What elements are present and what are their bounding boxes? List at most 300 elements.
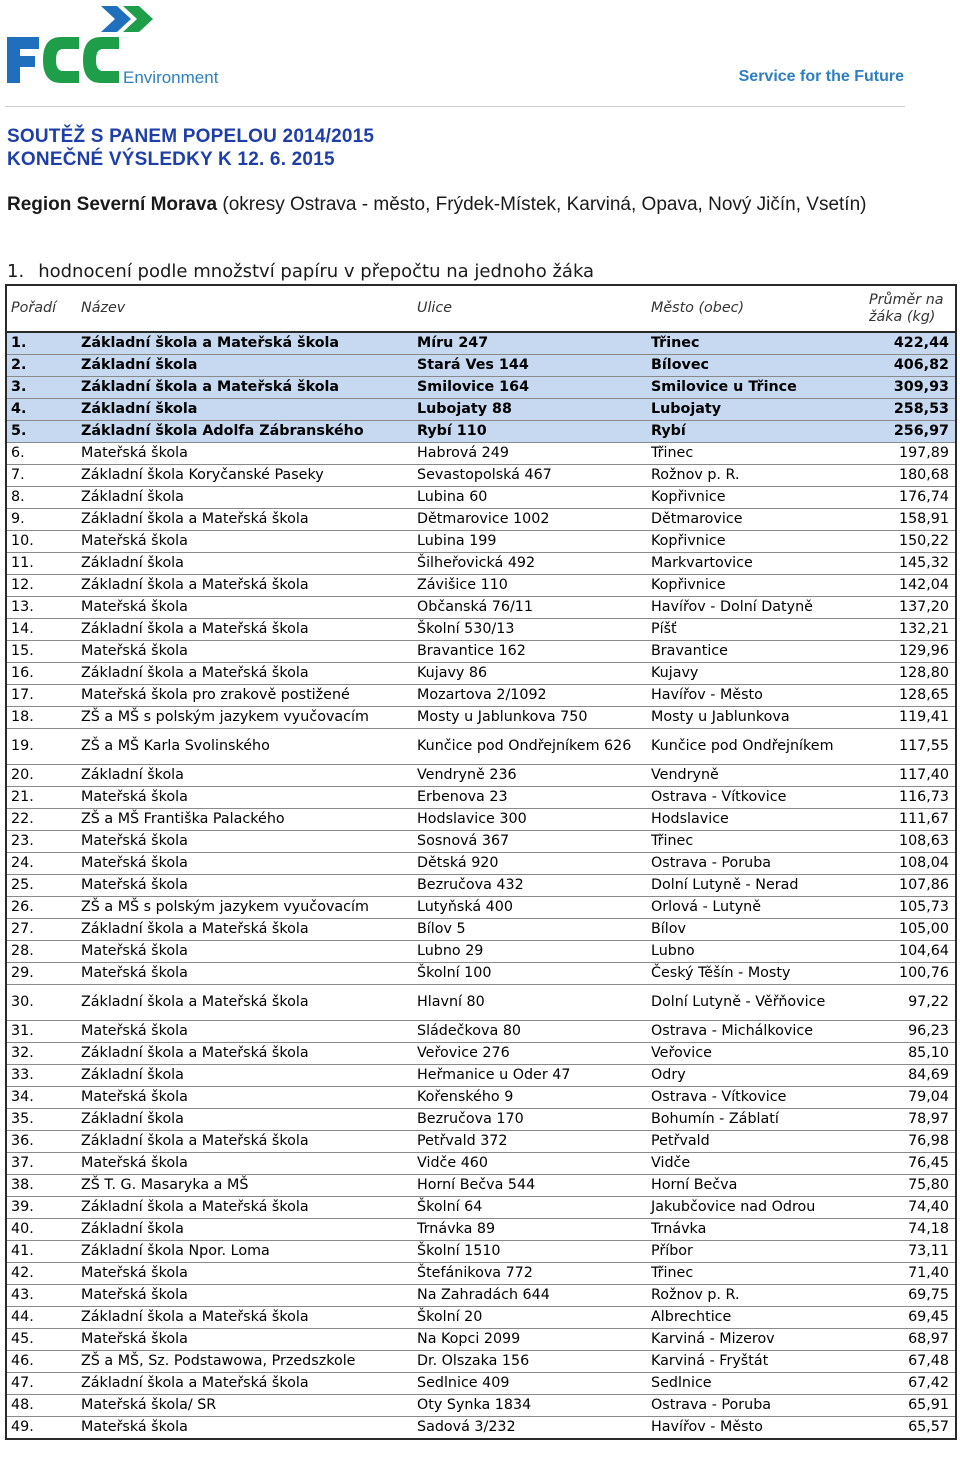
city-cell: Hodslavice bbox=[647, 809, 839, 831]
city-cell: Třinec bbox=[647, 831, 839, 853]
table-row bbox=[6, 619, 956, 641]
street-cell: Trnávka 89 bbox=[413, 1219, 647, 1241]
header-average: Průměr na žáka (kg) bbox=[839, 285, 956, 332]
rank-cell: 34. bbox=[6, 1087, 77, 1109]
table-row bbox=[6, 597, 956, 619]
rank-cell: 27. bbox=[6, 919, 77, 941]
name-cell: Základní škola bbox=[77, 1109, 413, 1131]
table-row bbox=[6, 1219, 956, 1241]
rank-cell: 24. bbox=[6, 853, 77, 875]
rank-cell: 18. bbox=[6, 707, 77, 729]
name-cell: Základní škola bbox=[77, 355, 413, 377]
name-cell: Mateřská škola bbox=[77, 875, 413, 897]
street-cell: Školní 100 bbox=[413, 963, 647, 985]
city-cell: Veřovice bbox=[647, 1043, 839, 1065]
average-cell: 104,64 bbox=[839, 941, 956, 963]
city-cell: Ostrava - Vítkovice bbox=[647, 1087, 839, 1109]
name-cell: Mateřská škola bbox=[77, 831, 413, 853]
table-row bbox=[6, 332, 956, 355]
name-cell: Základní škola a Mateřská škola bbox=[77, 1307, 413, 1329]
average-cell: 79,04 bbox=[839, 1087, 956, 1109]
average-cell: 137,20 bbox=[839, 597, 956, 619]
name-cell: Mateřská škola bbox=[77, 1329, 413, 1351]
average-cell: 65,91 bbox=[839, 1395, 956, 1417]
rank-cell: 8. bbox=[6, 487, 77, 509]
rank-cell: 45. bbox=[6, 1329, 77, 1351]
average-cell: 422,44 bbox=[839, 332, 956, 355]
name-cell: Mateřská škola bbox=[77, 597, 413, 619]
average-cell: 309,93 bbox=[839, 377, 956, 399]
street-cell: Dětská 920 bbox=[413, 853, 647, 875]
average-cell: 111,67 bbox=[839, 809, 956, 831]
rank-cell: 23. bbox=[6, 831, 77, 853]
street-cell: Stará Ves 144 bbox=[413, 355, 647, 377]
street-cell: Hodslavice 300 bbox=[413, 809, 647, 831]
city-cell: Havířov - Město bbox=[647, 1417, 839, 1440]
average-cell: 142,04 bbox=[839, 575, 956, 597]
table-row bbox=[6, 685, 956, 707]
average-cell: 107,86 bbox=[839, 875, 956, 897]
table-row bbox=[6, 765, 956, 787]
street-cell: Školní 20 bbox=[413, 1307, 647, 1329]
rank-cell: 48. bbox=[6, 1395, 77, 1417]
header-divider bbox=[5, 106, 905, 107]
rank-cell: 41. bbox=[6, 1241, 77, 1263]
average-cell: 65,57 bbox=[839, 1417, 956, 1440]
city-cell: Horní Bečva bbox=[647, 1175, 839, 1197]
rank-cell: 32. bbox=[6, 1043, 77, 1065]
name-cell: Mateřská škola bbox=[77, 531, 413, 553]
region-heading bbox=[7, 193, 937, 216]
average-cell: 150,22 bbox=[839, 531, 956, 553]
city-cell: Kujavy bbox=[647, 663, 839, 685]
rank-cell: 9. bbox=[6, 509, 77, 531]
table-row bbox=[6, 963, 956, 985]
street-cell: Školní 1510 bbox=[413, 1241, 647, 1263]
average-cell: 132,21 bbox=[839, 619, 956, 641]
rank-cell: 46. bbox=[6, 1351, 77, 1373]
city-cell: Lubno bbox=[647, 941, 839, 963]
name-cell: Základní škola a Mateřská škola bbox=[77, 509, 413, 531]
name-cell: ZŠ T. G. Masaryka a MŠ bbox=[77, 1175, 413, 1197]
rank-cell: 7. bbox=[6, 465, 77, 487]
average-cell: 258,53 bbox=[839, 399, 956, 421]
name-cell: Základní škola bbox=[77, 1065, 413, 1087]
street-cell: Lubno 29 bbox=[413, 941, 647, 963]
street-cell: Mozartova 2/1092 bbox=[413, 685, 647, 707]
street-cell: Smilovice 164 bbox=[413, 377, 647, 399]
header-city: Město (obec) bbox=[647, 285, 839, 332]
city-cell: Vidče bbox=[647, 1153, 839, 1175]
rank-cell: 13. bbox=[6, 597, 77, 619]
city-cell: Lubojaty bbox=[647, 399, 839, 421]
rank-cell: 22. bbox=[6, 809, 77, 831]
fcc-logo bbox=[5, 3, 235, 88]
city-cell: Kopřivnice bbox=[647, 487, 839, 509]
average-cell: 67,42 bbox=[839, 1373, 956, 1395]
average-cell: 69,75 bbox=[839, 1285, 956, 1307]
name-cell: Mateřská škola bbox=[77, 443, 413, 465]
average-cell: 76,98 bbox=[839, 1131, 956, 1153]
street-cell: Občanská 76/11 bbox=[413, 597, 647, 619]
street-cell: Vidče 460 bbox=[413, 1153, 647, 1175]
table-row bbox=[6, 641, 956, 663]
table-row bbox=[6, 809, 956, 831]
rank-cell: 36. bbox=[6, 1131, 77, 1153]
average-cell: 117,40 bbox=[839, 765, 956, 787]
city-cell: Havířov - Město bbox=[647, 685, 839, 707]
rank-cell: 31. bbox=[6, 1021, 77, 1043]
table-row bbox=[6, 1109, 956, 1131]
rank-cell: 4. bbox=[6, 399, 77, 421]
average-cell: 76,45 bbox=[839, 1153, 956, 1175]
table-row bbox=[6, 1197, 956, 1219]
name-cell: Mateřská škola bbox=[77, 787, 413, 809]
city-cell: Havířov - Dolní Datyně bbox=[647, 597, 839, 619]
rank-cell: 3. bbox=[6, 377, 77, 399]
city-cell: Český Těšín - Mosty bbox=[647, 963, 839, 985]
name-cell: Základní škola a Mateřská škola bbox=[77, 619, 413, 641]
table-row bbox=[6, 355, 956, 377]
header-rank: Pořadí bbox=[6, 285, 77, 332]
name-cell: Mateřská škola bbox=[77, 1417, 413, 1440]
average-cell: 71,40 bbox=[839, 1263, 956, 1285]
table-row bbox=[6, 1241, 956, 1263]
average-cell: 158,91 bbox=[839, 509, 956, 531]
city-cell: Třinec bbox=[647, 443, 839, 465]
section-heading bbox=[7, 261, 594, 282]
table-row bbox=[6, 985, 956, 1021]
average-cell: 145,32 bbox=[839, 553, 956, 575]
rank-cell: 28. bbox=[6, 941, 77, 963]
table-row bbox=[6, 487, 956, 509]
table-row bbox=[6, 465, 956, 487]
region-districts: (okresy Ostrava - město, Frýdek-Místek, Karviná, Opava, Nový Jičín, Vsetín) bbox=[222, 194, 867, 215]
name-cell: Mateřská škola bbox=[77, 1153, 413, 1175]
city-cell: Karviná - Mizerov bbox=[647, 1329, 839, 1351]
name-cell: ZŠ a MŠ Karla Svolinského bbox=[77, 729, 413, 765]
table-row bbox=[6, 707, 956, 729]
street-cell: Hlavní 80 bbox=[413, 985, 647, 1021]
city-cell: Jakubčovice nad Odrou bbox=[647, 1197, 839, 1219]
rank-cell: 30. bbox=[6, 985, 77, 1021]
rank-cell: 40. bbox=[6, 1219, 77, 1241]
table-row bbox=[6, 897, 956, 919]
name-cell: ZŠ a MŠ, Sz. Podstawowa, Przedszkole bbox=[77, 1351, 413, 1373]
street-cell: Kunčice pod Ondřejníkem 626 bbox=[413, 729, 647, 765]
results-table bbox=[5, 284, 957, 1440]
rank-cell: 37. bbox=[6, 1153, 77, 1175]
street-cell: Sevastopolská 467 bbox=[413, 465, 647, 487]
street-cell: Kořenského 9 bbox=[413, 1087, 647, 1109]
rank-cell: 49. bbox=[6, 1417, 77, 1440]
rank-cell: 25. bbox=[6, 875, 77, 897]
city-cell: Trnávka bbox=[647, 1219, 839, 1241]
city-cell: Kopřivnice bbox=[647, 575, 839, 597]
city-cell: Bravantice bbox=[647, 641, 839, 663]
city-cell: Rožnov p. R. bbox=[647, 465, 839, 487]
street-cell: Sedlnice 409 bbox=[413, 1373, 647, 1395]
city-cell: Bílovec bbox=[647, 355, 839, 377]
rank-cell: 20. bbox=[6, 765, 77, 787]
rank-cell: 16. bbox=[6, 663, 77, 685]
street-cell: Bezručova 432 bbox=[413, 875, 647, 897]
table-row bbox=[6, 1131, 956, 1153]
street-cell: Lubina 60 bbox=[413, 487, 647, 509]
average-cell: 256,97 bbox=[839, 421, 956, 443]
average-cell: 75,80 bbox=[839, 1175, 956, 1197]
street-cell: Míru 247 bbox=[413, 332, 647, 355]
table-row bbox=[6, 1307, 956, 1329]
rank-cell: 44. bbox=[6, 1307, 77, 1329]
average-cell: 67,48 bbox=[839, 1351, 956, 1373]
street-cell: Lubina 199 bbox=[413, 531, 647, 553]
city-cell: Dětmarovice bbox=[647, 509, 839, 531]
name-cell: Mateřská škola bbox=[77, 1285, 413, 1307]
logo-subtitle: Environment bbox=[123, 68, 219, 87]
section-title: hodnocení podle množství papíru v přepočtu na jednoho žáka bbox=[38, 261, 595, 282]
city-cell: Bohumín - Záblatí bbox=[647, 1109, 839, 1131]
street-cell: Lutyňská 400 bbox=[413, 897, 647, 919]
city-cell: Ostrava - Vítkovice bbox=[647, 787, 839, 809]
name-cell: Základní škola bbox=[77, 1219, 413, 1241]
rank-cell: 38. bbox=[6, 1175, 77, 1197]
city-cell: Příbor bbox=[647, 1241, 839, 1263]
city-cell: Dolní Lutyně - Nerad bbox=[647, 875, 839, 897]
city-cell: Orlová - Lutyně bbox=[647, 897, 839, 919]
street-cell: Kujavy 86 bbox=[413, 663, 647, 685]
rank-cell: 6. bbox=[6, 443, 77, 465]
city-cell: Píšť bbox=[647, 619, 839, 641]
name-cell: ZŠ a MŠ s polským jazykem vyučovacím bbox=[77, 897, 413, 919]
name-cell: Mateřská škola bbox=[77, 963, 413, 985]
street-cell: Habrová 249 bbox=[413, 443, 647, 465]
rank-cell: 11. bbox=[6, 553, 77, 575]
header-street: Ulice bbox=[413, 285, 647, 332]
city-cell: Odry bbox=[647, 1065, 839, 1087]
table-row bbox=[6, 509, 956, 531]
street-cell: Šilheřovická 492 bbox=[413, 553, 647, 575]
rank-cell: 47. bbox=[6, 1373, 77, 1395]
name-cell: Základní škola bbox=[77, 399, 413, 421]
table-row bbox=[6, 575, 956, 597]
rank-cell: 15. bbox=[6, 641, 77, 663]
table-row bbox=[6, 1065, 956, 1087]
street-cell: Bravantice 162 bbox=[413, 641, 647, 663]
city-cell: Karviná - Fryštát bbox=[647, 1351, 839, 1373]
name-cell: Základní škola a Mateřská škola bbox=[77, 1043, 413, 1065]
table-row bbox=[6, 531, 956, 553]
name-cell: ZŠ a MŠ Františka Palackého bbox=[77, 809, 413, 831]
table-row bbox=[6, 729, 956, 765]
street-cell: Školní 64 bbox=[413, 1197, 647, 1219]
table-row bbox=[6, 1395, 956, 1417]
city-cell: Ostrava - Poruba bbox=[647, 1395, 839, 1417]
rank-cell: 12. bbox=[6, 575, 77, 597]
average-cell: 73,11 bbox=[839, 1241, 956, 1263]
table-row bbox=[6, 553, 956, 575]
average-cell: 78,97 bbox=[839, 1109, 956, 1131]
header-name: Název bbox=[77, 285, 413, 332]
street-cell: Lubojaty 88 bbox=[413, 399, 647, 421]
average-cell: 129,96 bbox=[839, 641, 956, 663]
title-line2: KONEČNÉ VÝSLEDKY K 12. 6. 2015 bbox=[7, 149, 335, 170]
name-cell: Základní škola Adolfa Zábranského bbox=[77, 421, 413, 443]
average-cell: 84,69 bbox=[839, 1065, 956, 1087]
street-cell: Štefánikova 772 bbox=[413, 1263, 647, 1285]
average-cell: 119,41 bbox=[839, 707, 956, 729]
city-cell: Markvartovice bbox=[647, 553, 839, 575]
table-row bbox=[6, 377, 956, 399]
street-cell: Školní 530/13 bbox=[413, 619, 647, 641]
rank-cell: 21. bbox=[6, 787, 77, 809]
region-name: Region Severní Morava bbox=[7, 194, 218, 215]
name-cell: Základní škola a Mateřská škola bbox=[77, 663, 413, 685]
table-row bbox=[6, 1285, 956, 1307]
name-cell: Mateřská škola pro zrakově postižené bbox=[77, 685, 413, 707]
city-cell: Dolní Lutyně - Věřňovice bbox=[647, 985, 839, 1021]
average-cell: 96,23 bbox=[839, 1021, 956, 1043]
table-row bbox=[6, 1351, 956, 1373]
street-cell: Mosty u Jablunkova 750 bbox=[413, 707, 647, 729]
city-cell: Bílov bbox=[647, 919, 839, 941]
name-cell: Základní škola bbox=[77, 765, 413, 787]
name-cell: Základní škola a Mateřská škola bbox=[77, 1373, 413, 1395]
table-row bbox=[6, 1021, 956, 1043]
rank-cell: 1. bbox=[6, 332, 77, 355]
table-row bbox=[6, 919, 956, 941]
name-cell: Mateřská škola bbox=[77, 941, 413, 963]
city-cell: Rybí bbox=[647, 421, 839, 443]
table-row bbox=[6, 1043, 956, 1065]
name-cell: Mateřská škola bbox=[77, 1021, 413, 1043]
city-cell: Albrechtice bbox=[647, 1307, 839, 1329]
city-cell: Kopřivnice bbox=[647, 531, 839, 553]
table-row bbox=[6, 1153, 956, 1175]
street-cell: Sládečkova 80 bbox=[413, 1021, 647, 1043]
street-cell: Vendryně 236 bbox=[413, 765, 647, 787]
rank-cell: 14. bbox=[6, 619, 77, 641]
street-cell: Rybí 110 bbox=[413, 421, 647, 443]
name-cell: Základní škola bbox=[77, 487, 413, 509]
rank-cell: 33. bbox=[6, 1065, 77, 1087]
street-cell: Bílov 5 bbox=[413, 919, 647, 941]
average-cell: 176,74 bbox=[839, 487, 956, 509]
street-cell: Petřvald 372 bbox=[413, 1131, 647, 1153]
average-cell: 180,68 bbox=[839, 465, 956, 487]
table-row bbox=[6, 1417, 956, 1440]
name-cell: Základní škola a Mateřská škola bbox=[77, 332, 413, 355]
average-cell: 74,40 bbox=[839, 1197, 956, 1219]
table-row bbox=[6, 399, 956, 421]
average-cell: 68,97 bbox=[839, 1329, 956, 1351]
street-cell: Erbenova 23 bbox=[413, 787, 647, 809]
street-cell: Veřovice 276 bbox=[413, 1043, 647, 1065]
name-cell: Základní škola a Mateřská škola bbox=[77, 1131, 413, 1153]
rank-cell: 29. bbox=[6, 963, 77, 985]
table-row bbox=[6, 1263, 956, 1285]
street-cell: Horní Bečva 544 bbox=[413, 1175, 647, 1197]
street-cell: Dětmarovice 1002 bbox=[413, 509, 647, 531]
table-row bbox=[6, 663, 956, 685]
street-cell: Na Zahradách 644 bbox=[413, 1285, 647, 1307]
average-cell: 108,63 bbox=[839, 831, 956, 853]
average-cell: 108,04 bbox=[839, 853, 956, 875]
street-cell: Bezručova 170 bbox=[413, 1109, 647, 1131]
rank-cell: 19. bbox=[6, 729, 77, 765]
title-line1: SOUTĚŽ S PANEM POPELOU 2014/2015 bbox=[7, 126, 375, 147]
name-cell: Základní škola a Mateřská škola bbox=[77, 575, 413, 597]
table-row bbox=[6, 875, 956, 897]
rank-cell: 35. bbox=[6, 1109, 77, 1131]
average-cell: 97,22 bbox=[839, 985, 956, 1021]
table-row bbox=[6, 443, 956, 465]
average-cell: 100,76 bbox=[839, 963, 956, 985]
city-cell: Kunčice pod Ondřejníkem bbox=[647, 729, 839, 765]
name-cell: Základní škola a Mateřská škola bbox=[77, 1197, 413, 1219]
average-cell: 85,10 bbox=[839, 1043, 956, 1065]
name-cell: Mateřská škola bbox=[77, 1263, 413, 1285]
name-cell: Základní škola Koryčanské Paseky bbox=[77, 465, 413, 487]
name-cell: Základní škola a Mateřská škola bbox=[77, 377, 413, 399]
table-row bbox=[6, 1373, 956, 1395]
rank-cell: 42. bbox=[6, 1263, 77, 1285]
street-cell: Na Kopci 2099 bbox=[413, 1329, 647, 1351]
name-cell: Mateřská škola bbox=[77, 641, 413, 663]
average-cell: 116,73 bbox=[839, 787, 956, 809]
street-cell: Závišice 110 bbox=[413, 575, 647, 597]
street-cell: Heřmanice u Oder 47 bbox=[413, 1065, 647, 1087]
rank-cell: 5. bbox=[6, 421, 77, 443]
rank-cell: 10. bbox=[6, 531, 77, 553]
rank-cell: 43. bbox=[6, 1285, 77, 1307]
rank-cell: 39. bbox=[6, 1197, 77, 1219]
city-cell: Třinec bbox=[647, 332, 839, 355]
average-cell: 105,73 bbox=[839, 897, 956, 919]
city-cell: Rožnov p. R. bbox=[647, 1285, 839, 1307]
average-cell: 69,45 bbox=[839, 1307, 956, 1329]
average-cell: 117,55 bbox=[839, 729, 956, 765]
name-cell: Základní škola Npor. Loma bbox=[77, 1241, 413, 1263]
city-cell: Ostrava - Poruba bbox=[647, 853, 839, 875]
name-cell: Základní škola a Mateřská škola bbox=[77, 919, 413, 941]
city-cell: Smilovice u Třince bbox=[647, 377, 839, 399]
street-cell: Oty Synka 1834 bbox=[413, 1395, 647, 1417]
name-cell: Mateřská škola bbox=[77, 853, 413, 875]
rank-cell: 2. bbox=[6, 355, 77, 377]
average-cell: 74,18 bbox=[839, 1219, 956, 1241]
city-cell: Vendryně bbox=[647, 765, 839, 787]
street-cell: Dr. Olszaka 156 bbox=[413, 1351, 647, 1373]
rank-cell: 17. bbox=[6, 685, 77, 707]
average-cell: 406,82 bbox=[839, 355, 956, 377]
name-cell: ZŠ a MŠ s polským jazykem vyučovacím bbox=[77, 707, 413, 729]
name-cell: Základní škola bbox=[77, 553, 413, 575]
table-row bbox=[6, 941, 956, 963]
city-cell: Mosty u Jablunkova bbox=[647, 707, 839, 729]
street-cell: Sosnová 367 bbox=[413, 831, 647, 853]
average-cell: 105,00 bbox=[839, 919, 956, 941]
city-cell: Třinec bbox=[647, 1263, 839, 1285]
table-row bbox=[6, 1087, 956, 1109]
section-number: 1. bbox=[7, 261, 25, 282]
table-row bbox=[6, 1175, 956, 1197]
city-cell: Sedlnice bbox=[647, 1373, 839, 1395]
table-body bbox=[6, 332, 956, 1439]
table-row bbox=[6, 853, 956, 875]
city-cell: Petřvald bbox=[647, 1131, 839, 1153]
average-cell: 128,80 bbox=[839, 663, 956, 685]
